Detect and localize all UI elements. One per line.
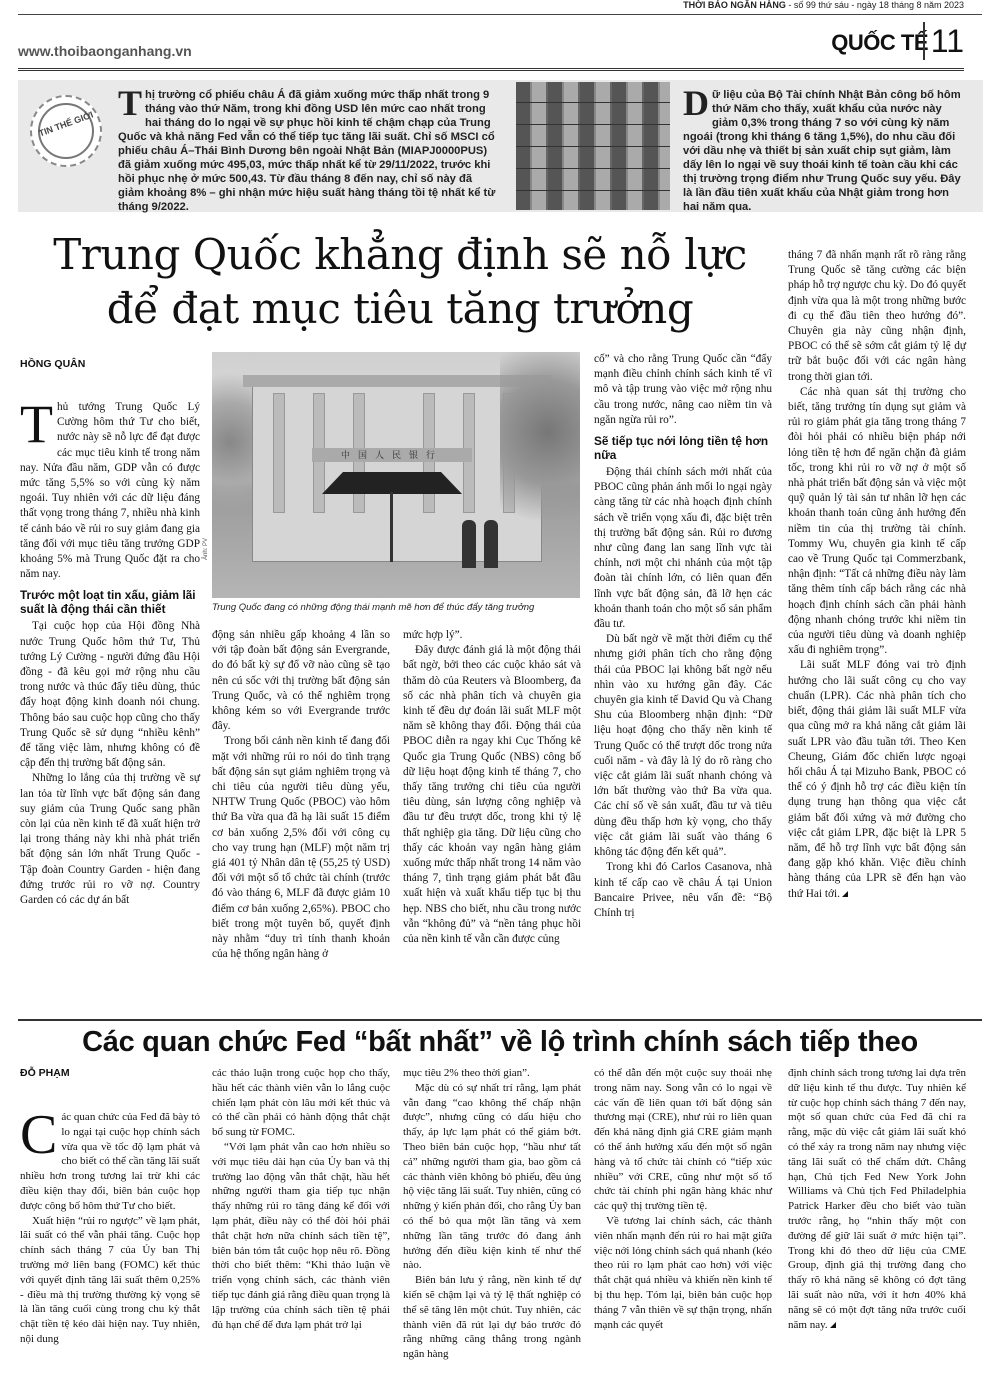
drop-cap: C (20, 1104, 58, 1166)
article1-col2: động sản nhiều gấp khoảng 4 lần so với tập đoàn bất động sản Evergrande, do đó bất kỳ sự đổ vỡ nào cũng sẽ tạo nên cú sốc với thị trường bất động sản Trung Quốc, và có thể nghiêm trọng không kém so với Evergrande trước đây. Trong bối cảnh nền kinh tế đang đối mặt với những rủi ro nói do tình trạng bất động sản sụt giảm nghiêm trọng và chi tiêu của người tiêu dùng yếu, NHTW Trung Quốc (PBOC) vào hôm thứ Ba vừa qua đã hạ lãi suất 15 điểm cơ bản xuống 2,5% đối với công cụ cho vay trung hạn (MLF) một năm trị giá 401 tỷ Nhân dân tệ (55,25 tỷ USD) đối với một số tổ chức tài chính (trước đó vào tháng 6, MLF đã được giảm 10 điểm cơ bản xuống 2,65%). PBOC cho biết trong một tuyên bố, quyết định này nhằm “duy trì tính thanh khoản của hệ thống ngân hàng ở (212, 629, 390, 961)
website-url[interactable]: www.thoibaonganhang.vn (18, 43, 192, 59)
end-mark (830, 1322, 836, 1328)
issue-info: - số 99 thứ sáu - ngày 18 tháng 8 năm 2023 (788, 0, 964, 10)
article1-byline: HỒNG QUÂN (20, 358, 86, 370)
article2-byline: ĐỖ PHẠM (20, 1067, 70, 1079)
article2-col3: mục tiêu 2% theo thời gian”. Mặc dù có sự nhất trí rằng, lạm phát vẫn đang “cao không thể chấp nhận được”, nhưng cũng có dấu hiệu cho thấy, áp lực lạm phát có thể giảm bớt. Theo biên bản cuộc họp, “hầu như tất cả” những người tham gia, bao gồm cả các thành viên không bỏ phiếu, đều ủng hộ việc tăng lãi suất. Tuy nhiên, cũng có những ý kiến phản đối, cho rằng Ủy ban có thể bỏ qua một lần tăng và xem những lần tăng trước đó đang ảnh hưởng đến điều kiện kinh tế như thế nào. Biên bản lưu ý rằng, nền kinh tế dự kiến sẽ chậm lại và tỷ lệ thất nghiệp có thể sẽ tăng lên một chút. Tuy nhiên, các thành viên đã rút lại dự báo trước đó rằng những căng thẳng trong ngành ngân hàng (403, 1067, 581, 1361)
page-number: 11 (923, 22, 964, 60)
article1-col4: cố” và cho rằng Trung Quốc cần “đẩy mạnh điều chỉnh chính sách kinh tế vĩ mô và tập trung vào việc mở rộng nhu cầu trong nước, nâng cao niềm tin và ngăn ngừa rủi ro”. Sẽ tiếp tục nới lỏng tiền tệ hơn nữa Động thái chính sách mới nhất của PBOC cũng phản ánh mối lo ngại ngày càng tăng từ các nhà hoạch định chính sách về triển vọng xấu đi, đặc biệt trên thị trường bất động sản. Rủi ro đương như cũng đang lan sang lĩnh vực tài chính, nơi một chi nhánh của một tập đoàn tài chính lớn, có liên quan đến lĩnh vực bất động sản, đã lỡ hẹn các khoản thanh toán cho một số sản phẩm đầu tư. Dù bất ngờ về mặt thời điểm cụ thể nhưng giới phân tích cho rằng động thái của PBOC lại không bất ngờ nếu nhìn vào xu hướng gần đây. Các chuyên gia kinh tế David Qu và Chang Shu của Bloomberg nhận định: “Dữ liệu hoạt động cho thấy nền kinh tế Trung Quốc có thể trượt dốc trong nửa cuối năm - và đây là lý do rõ ràng cho việc cắt giảm lãi suất nhanh chóng và lớn bất thường vào thứ Ba vừa qua. Các chỉ số về sản xuất, đầu tư và tiêu dùng đều thấp hơn kỳ vọng, cho thấy việc cắt giảm lãi suất vào tháng 6 không tác động đến kết quả”. Trong khi đó Carlos Casanova, nhà kinh tế cấp cao về châu Á tại Union Bancaire Privee, nêu vấn đề: “Bộ Chính trị (594, 353, 772, 919)
subhead-monetary-easing: Sẽ tiếp tục nới lỏng tiền tệ hơn nữa (594, 434, 769, 463)
subhead-rate-cut: Trước một loạt tin xấu, giảm lãi suất là động thái cần thiết (20, 588, 196, 617)
top-divider (18, 14, 982, 15)
article2-col1: Các quan chức của Fed đã bày tỏ lo ngại tại cuộc họp chính sách vừa qua về tốc độ lạm phát và cho biết có thể cần tăng lãi suất nhiều hơn trong tương lai trừ khi các điều kiện thay đổi, biên bản cuộc họp được công bố hôm thứ Tư cho biết. Xuất hiện “rủi ro ngược” về lạm phát, lãi suất có thể vẫn phải tăng. Cuộc họp chính sách tháng 7 của Ủy ban Thị trường mở liên bang (FOMC) kết thúc với quyết định tăng lãi suất thêm 0,25% - điều mà thị trường thường kỳ vọng sẽ là lần tăng cuối cùng trong chu kỳ thắt chặt tiền tệ kéo dài hiện nay. Tuy nhiên, nội dung (20, 1104, 200, 1345)
section-title: QUỐC TẾ (831, 30, 928, 55)
end-mark (842, 891, 848, 897)
photo-caption: Trung Quốc đang có những động thái mạnh mẽ hơn để thúc đẩy tăng trưởng (212, 602, 535, 613)
masthead-strip (0, 0, 1000, 14)
header-separator (18, 68, 964, 71)
article1-col3: mức hợp lý”. Đây được đánh giá là một động thái bất ngờ, bởi theo các cuộc khảo sát và thăm dò của Reuters và Bloomberg, đa số các nhà phân tích và chuyên gia kinh tế đều dự đoán lãi suất MLF một năm sẽ không thay đổi. Động thái của PBOC diễn ra ngay khi Cục Thống kê Quốc gia Trung Quốc (NBS) công bố dữ liệu hoạt động kinh tế tháng 7, cho thấy tăng trưởng chi tiêu của người tiêu dùng, sản lượng công nghiệp và đầu tư đều trượt dốc, trong khi tỷ lệ thất nghiệp gia tăng. Dữ liệu cũng cho thấy các khoản vay ngân hàng giảm xuống mức thấp nhất trong 14 năm vào tháng 7, tình trạng giảm phát bắt đầu xuất hiện và xuất khẩu tiếp tục bị thu hẹp. NBS cho biết, nhu cầu trong nước vẫn “không đủ” và “nền tảng phục hồi của nền kinh tế vẫn cần được củng (403, 629, 581, 946)
article1-col5: tháng 7 đã nhấn mạnh rất rõ ràng rằng Trung Quốc sẽ tăng cường các biện pháp hỗ trợ ngược chu kỳ. Do đó quyết định vừa qua là một trong những bước đi cụ thể đầu tiên theo hướng đó”. Chuyên gia này cũng nhận định, PBOC có thể sẽ sớm cắt giảm tỷ lệ dự trữ bắt buộc đối với các ngân hàng trong thời gian tới. Các nhà quan sát thị trường cho biết, tăng trưởng tín dụng sụt giảm và rủi ro giảm phát gia tăng trong tháng 7 đòi hỏi phải có nhiều biện pháp nới lỏng tiền tệ hơn để ngăn chặn đà giảm tốc, trong khi rủi ro vỡ nợ ở một số nhà phát triển bất động sản và việc một quỹ quản lý tài sản tư nhân lỡ hẹn các khoản thanh toán cũng ảnh hưởng đến niềm tin của thị trường tài chính. Tommy Wu, chuyên gia kinh tế cấp cao về Trung Quốc tại Commerzbank, nhận định: “Tất cả những điều này làm tăng thêm tính cấp bách rằng các nhà hoạch định chính sách cần phải hành động nhanh chóng trước khi niềm tin của người tiêu dùng và doanh nghiệp xấu đi nghiêm trọng”. Lãi suất MLF đóng vai trò định hướng cho lãi suất công cụ cho vay chuẩn (LPR). Các nhà phân tích cho biết, động thái giảm lãi suất MLF vừa qua cũng mở ra khả năng cắt giảm lãi suất LPR vào đầu tuần tới. Theo Ken Cheung, Giám đốc chiến lược ngoại hối châu Á tại Mizuho Bank, PBOC có thể có ý định hỗ trợ các điều kiện tín dụng trung hạn thông qua việc cắt giảm bất đối xứng và mở đường cho việc cắt giảm LPR, đặc biệt là LPR 5 năm, để hỗ trợ lĩnh vực bất động sản đang gặp khó khăn. Việc điều chỉnh hàng tháng của LPR sẽ đến hạn vào thứ Hai tới. (788, 249, 966, 900)
world-news-badge: TIN THẾ GIỚI (30, 95, 102, 167)
article2-col2: các thảo luận trong cuộc họp cho thấy, hầu hết các thành viên vẫn lo lắng cuộc chiến lạm phát còn lâu mới kết thúc và có thể cần phải có hành động thắt chặt bổ sung từ FOMC. “Với lạm phát vẫn cao hơn nhiều so với mục tiêu dài hạn của Ủy ban và thị trường lao động vẫn thắt chặt, hầu hết những người tham gia tiếp tục nhận thấy những rủi ro tăng đáng kể đối với lạm phát, điều này có thể đòi hỏi phải thắt chặt hơn nữa chính sách tiền tệ”, biên bản tóm tắt cuộc họp nêu rõ. Đồng thời cho biết thêm: “Khi thảo luận về triển vọng chính sách, các thành viên tiếp tục đánh giá rằng điều quan trọng là lập trường của chính sách tiền tệ phải đủ hạn chế để đưa lạm phát trở lại (212, 1067, 390, 1331)
container-port-photo (516, 82, 670, 210)
photo-credit: Ảnh: PV (203, 537, 209, 560)
brief-japan-exports: Dữ liệu của Bộ Tài chính Nhật Bản công bố hôm thứ Năm cho thấy, xuất khẩu của nước này giảm 0,3% trong tháng 7 so với cùng kỳ năm ngoái (trong khi tháng 6 tăng 1,5%), do nhu cầu đối với dầu nhẹ và thiết bị sản xuất chip sụt giảm, làm dấy lên lo ngại về suy thoái kinh tế toàn cầu khi các thị trường trọng điểm như Trung Quốc suy yếu. Đây là lần đầu tiên xuất khẩu của Nhật giảm trong hơn hai năm qua. (683, 83, 961, 213)
article2-col4: có thể dẫn đến một cuộc suy thoái nhẹ trong năm nay. Song vẫn có lo ngại về các vấn đề liên quan tới bất động sản thương mại (CRE), như rủi ro liên quan đến khả năng định giá CRE giảm mạnh có thể ảnh hưởng xấu đến một số ngân hàng và tổ chức tài chính có “tiếp xúc nhiều” với CRE, cũng như một số tổ chức tài chính phi ngân hàng khác như các quỹ thị trường tiền tệ. Về tương lai chính sách, các thành viên nhấn mạnh đến rủi ro hai mặt giữa việc nới lỏng chính sách quá nhanh (kéo theo rủi ro lạm phát cao hơn) với việc thắt chặt quá nhiều và khiến nền kinh tế bị thu hẹp. Tóm lại, biên bản cuộc họp tháng 7 vẫn thiên về sự thận trọng, nhấn mạnh các quyết (594, 1067, 772, 1331)
pboc-building-photo (212, 352, 580, 598)
article1-col1-top: Thủ tướng Trung Quốc Lý Cường hôm thứ Tư cho biết, nước này sẽ nỗ lực để đạt được các mục tiêu kinh tế trong năm nay. Nửa đầu năm, GDP vẫn có được mức tăng 5,5% so với cùng kỳ năm ngoái. Tuy nhiên với các dữ liệu đáng thất vọng trong tháng 7, nhiều nhà kinh tế cảnh báo về rủi ro suy giảm đang gia tăng đối với mục tiêu tăng trưởng GDP khoảng 5% mà Trung Quốc đặt ra cho năm nay. Trước một loạt tin xấu, giảm lãi suất là động thái cần thiết Tại cuộc họp của Hội đồng Nhà nước Trung Quốc hôm thứ Tư, Thủ tướng Lý Cường - người đứng đầu Hội đồng - đã kêu gọi mở rộng nhu cầu trong nước và thúc đẩy tiêu dùng, thúc đẩy hoạt động kinh doanh nói chung. Thông báo sau cuộc họp cũng cho thấy Trung Quốc sẽ sử dụng “nhiều kênh” để tăng việc làm, nhưng không có đề cập đến thị trường bất động sản. Những lo lắng của thị trường về sự lan tỏa từ lĩnh vực bất động sản đang suy giảm của Trung Quốc sang phần còn lại của nền kinh tế đã xuất hiện trở lại trong tháng này khi nhà phát triển bất động sản lớn nhất Trung Quốc - Tập đoàn Country Garden - hiện đang đứng trước rủi ro vỡ nợ. Country Garden có các dự án bất (20, 394, 200, 907)
article2-headline: Các quan chức Fed “bất nhất” về lộ trình chính sách tiếp theo (82, 1026, 918, 1058)
article1-headline: Trung Quốc khẳng định sẽ nỗ lực để đạt mục tiêu tăng trưởng (53, 230, 747, 333)
article2-col5: định chính sách trong tương lai dựa trên dữ liệu kinh tế thu được. Tuy nhiên kể từ cuộc họp chính sách tháng 7 đến nay, một số quan chức của Fed đã chỉ ra rằng, mặc dù việc cắt giảm lãi suất khó có thể xảy ra trong năm nay nhưng việc tăng lãi suất có thể chấm dứt. Chẳng hạn, Chủ tịch Fed New York John Williams và Chủ tịch Fed Philadelphia Patrick Harker đều cho biết vào tuần trước rằng, họ “nhìn thấy một con đường để giữ lãi suất ở mức hiện tại”. Trong khi đó theo dữ liệu của CME Group, định giá thị trường đang cho thấy rõ khả năng sẽ không có đợt tăng lãi suất nào nữa, với ít hơn 40% khả năng sẽ có một đợt tăng nữa trước cuối năm nay. (788, 1067, 966, 1331)
brief-asia-stocks: Thị trường cổ phiếu châu Á đã giảm xuống mức thấp nhất trong 9 tháng vào thứ Năm, trong khi đồng USD lên mức cao nhất trong hai tháng do lo ngại về sự phục hồi kinh tế chậm chạp của Trung Quốc và khả năng Fed vẫn có thể tiếp tục tăng lãi suất. Chỉ số MSCI cổ phiếu châu Á–Thái Bình Dương bên ngoài Nhật Bản (MIAPJ0000PUS) đã giảm xuống mức 495,03, mức thấp nhất kể từ 29/11/2022, trước khi hồi phục nhẹ ở mức 500,43. Từ đầu tháng 8 đến nay, chỉ số này đã giảm khoảng 8% – ghi nhận mức hiệu suất hàng tháng tồi tệ nhất kể từ tháng 9/2022. (118, 83, 496, 213)
newspaper-name: THỜI BÁO NGÂN HÀNG (683, 0, 786, 10)
bank-sign: 中国人民银行 (312, 448, 472, 462)
drop-cap: T (20, 394, 53, 454)
article-divider (18, 1019, 982, 1021)
